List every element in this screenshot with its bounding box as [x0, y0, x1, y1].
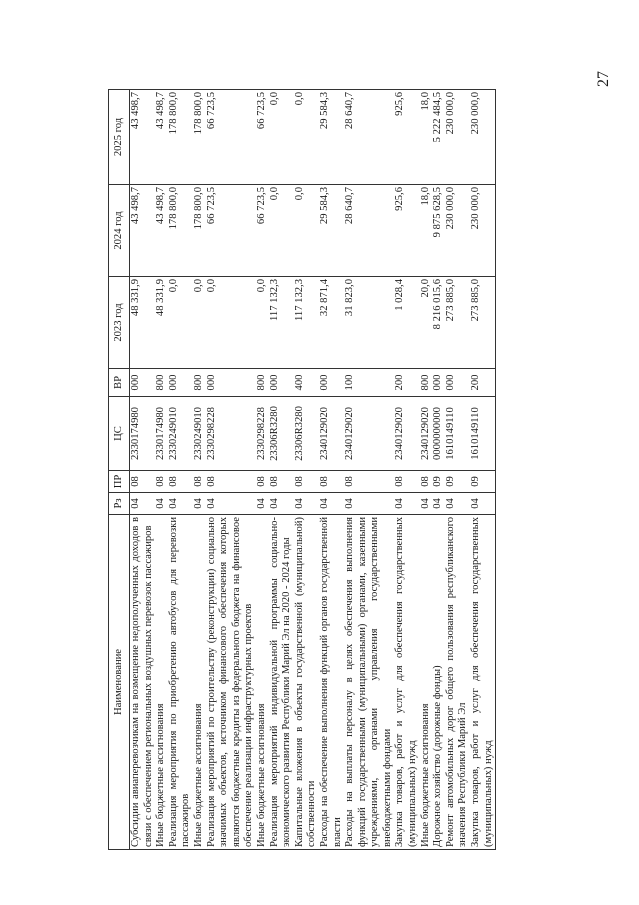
- table-row: [206, 90, 256, 850]
- cell-rz: 04: [319, 493, 344, 515]
- cell-pr: 08: [294, 471, 319, 493]
- cell-2023: 0,0: [193, 277, 206, 369]
- cell-rz: 04: [432, 493, 445, 515]
- table-row: [294, 90, 319, 850]
- table-body: [130, 90, 496, 850]
- cell-name: Дорожное хозяйство (дорожные фонды): [432, 515, 445, 850]
- table-row: [420, 90, 433, 850]
- cell-2025: 28 640,7: [344, 90, 394, 185]
- header-pr: ПР: [109, 471, 130, 493]
- cell-2025: 230 000,0: [470, 90, 496, 185]
- cell-name: Иные бюджетные ассигнования: [193, 515, 206, 850]
- cell-vr: 800: [420, 369, 433, 397]
- cell-2023: 48 331,9: [155, 277, 168, 369]
- table-row: [155, 90, 168, 850]
- cell-pr: 09: [445, 471, 470, 493]
- cell-pr: 08: [420, 471, 433, 493]
- cell-name: Закупка товаров, работ и услуг для обеспечения государственных (муниципальных) нужд: [394, 515, 419, 850]
- cell-2023: 20,0: [420, 277, 433, 369]
- header-vr: ВР: [109, 369, 130, 397]
- cell-2023: 0,0: [206, 277, 256, 369]
- cell-2024: 230 000,0: [470, 185, 496, 277]
- cell-2025: 66 723,5: [206, 90, 256, 185]
- cell-rz: 04: [269, 493, 294, 515]
- cell-vr: 000: [168, 369, 193, 397]
- cell-name: Иные бюджетные ассигнования: [256, 515, 269, 850]
- table-row: [193, 90, 206, 850]
- table-row: [168, 90, 193, 850]
- cell-cs: 2330298228: [256, 397, 269, 471]
- cell-rz: 04: [206, 493, 256, 515]
- table-row: [470, 90, 496, 850]
- cell-name: Иные бюджетные ассигнования: [155, 515, 168, 850]
- cell-pr: 08: [168, 471, 193, 493]
- cell-pr: 08: [193, 471, 206, 493]
- table-row: [394, 90, 419, 850]
- cell-2024: 230 000,0: [445, 185, 470, 277]
- header-2023: 2023 год: [109, 277, 130, 369]
- cell-2023: 31 823,0: [344, 277, 394, 369]
- cell-cs: 2340129020: [319, 397, 344, 471]
- cell-pr: 08: [130, 471, 156, 493]
- table-row: [445, 90, 470, 850]
- table-row: [269, 90, 294, 850]
- header-cs: ЦС: [109, 397, 130, 471]
- cell-2024: 178 800,0: [168, 185, 193, 277]
- cell-2023: 48 331,9: [130, 277, 156, 369]
- cell-2025: 0,0: [294, 90, 319, 185]
- cell-vr: 800: [155, 369, 168, 397]
- cell-name: Расходы на выплаты персоналу в целях обеспечения выполнения функций государственными (муниципальными) органами, казенными учреждениями, органами управления государственными внебюджетными фондами: [344, 515, 394, 850]
- cell-rz: 04: [294, 493, 319, 515]
- cell-vr: 400: [294, 369, 319, 397]
- cell-cs: 1610149110: [470, 397, 496, 471]
- cell-2024: 0,0: [269, 185, 294, 277]
- cell-2023: 0,0: [256, 277, 269, 369]
- table-row: [130, 90, 156, 850]
- cell-2025: 178 800,0: [168, 90, 193, 185]
- cell-name: Закупка товаров, работ и услуг для обеспечения государственных (муниципальных) нужд: [470, 515, 496, 850]
- cell-cs: 23306R3280: [269, 397, 294, 471]
- cell-rz: 04: [420, 493, 433, 515]
- cell-cs: 23306R3280: [294, 397, 319, 471]
- cell-name: Капитальные вложения в объекты государственной (муниципальной) собственности: [294, 515, 319, 850]
- cell-2024: 43 498,7: [155, 185, 168, 277]
- cell-pr: 08: [206, 471, 256, 493]
- cell-cs: 2330298228: [206, 397, 256, 471]
- cell-rz: 04: [394, 493, 419, 515]
- cell-pr: 08: [394, 471, 419, 493]
- cell-rz: 04: [193, 493, 206, 515]
- cell-name: Ремонт автомобильных дорог общего пользования республиканского значения Республики Марий Эл: [445, 515, 470, 850]
- cell-cs: 1610149110: [445, 397, 470, 471]
- cell-2023: 1 028,4: [394, 277, 419, 369]
- cell-2025: 5 222 484,5: [432, 90, 445, 185]
- cell-rz: 04: [344, 493, 394, 515]
- budget-table: [108, 89, 496, 850]
- cell-2025: 925,6: [394, 90, 419, 185]
- cell-rz: 04: [155, 493, 168, 515]
- cell-rz: 04: [470, 493, 496, 515]
- table-row: [319, 90, 344, 850]
- cell-vr: 000: [269, 369, 294, 397]
- cell-2024: 28 640,7: [344, 185, 394, 277]
- cell-cs: 2330174980: [155, 397, 168, 471]
- table-row: [256, 90, 269, 850]
- cell-2023: 0,0: [168, 277, 193, 369]
- cell-2024: 43 498,7: [130, 185, 156, 277]
- header-name: Наименование: [109, 515, 130, 850]
- cell-2023: 273 885,0: [470, 277, 496, 369]
- cell-vr: 000: [130, 369, 156, 397]
- page-number: 27: [595, 71, 612, 87]
- cell-vr: 800: [256, 369, 269, 397]
- cell-name: Субсидии авиаперевозчикам на возмещение недополученных доходов в связи с обеспечением региональных воздушных перевозок пассажиров: [130, 515, 156, 850]
- header-rz: Рз: [109, 493, 130, 515]
- cell-pr: 08: [155, 471, 168, 493]
- cell-2023: 117 132,3: [269, 277, 294, 369]
- cell-pr: 08: [269, 471, 294, 493]
- cell-vr: 000: [445, 369, 470, 397]
- header-2024: 2024 год: [109, 185, 130, 277]
- cell-2025: 43 498,7: [130, 90, 156, 185]
- cell-vr: 200: [470, 369, 496, 397]
- cell-2025: 43 498,7: [155, 90, 168, 185]
- table-row: [432, 90, 445, 850]
- cell-vr: 200: [394, 369, 419, 397]
- cell-2024: 66 723,5: [206, 185, 256, 277]
- cell-vr: 000: [432, 369, 445, 397]
- cell-rz: 04: [130, 493, 156, 515]
- cell-cs: 2340129020: [420, 397, 433, 471]
- cell-2023: 273 885,0: [445, 277, 470, 369]
- cell-rz: 04: [168, 493, 193, 515]
- cell-cs: 2330174980: [130, 397, 156, 471]
- cell-rz: 04: [445, 493, 470, 515]
- cell-pr: 09: [470, 471, 496, 493]
- cell-cs: 2330249010: [168, 397, 193, 471]
- table-header: [109, 90, 130, 850]
- cell-2024: 66 723,5: [256, 185, 269, 277]
- cell-name: Реализация мероприятий индивидуальной программы социально-экономического развития Республики Марий Эл на 2020 - 2024 годы: [269, 515, 294, 850]
- cell-2023: 8 216 015,6: [432, 277, 445, 369]
- cell-pr: 09: [432, 471, 445, 493]
- cell-name: Расходы на обеспечение выполнения функций органов государственной власти: [319, 515, 344, 850]
- cell-2025: 0,0: [269, 90, 294, 185]
- cell-2025: 18,0: [420, 90, 433, 185]
- cell-2024: 29 584,3: [319, 185, 344, 277]
- cell-2024: 925,6: [394, 185, 419, 277]
- cell-vr: 000: [206, 369, 256, 397]
- cell-name: Реализация мероприятий по строительству (реконструкции) социально значимых объектов, источником финансового обеспечения которых являются бюджетные кредиты из федерального бюджета на финансовое обеспечение реализации инфраструктурных проектов: [206, 515, 256, 850]
- cell-2024: 0,0: [294, 185, 319, 277]
- cell-2025: 29 584,3: [319, 90, 344, 185]
- cell-vr: 800: [193, 369, 206, 397]
- cell-cs: 2340129020: [394, 397, 419, 471]
- cell-2024: 178 800,0: [193, 185, 206, 277]
- cell-name: Реализация мероприятия по приобретению автобусов для перевозки пассажиров: [168, 515, 193, 850]
- rotated-table-wrapper: [108, 90, 528, 850]
- cell-2025: 230 000,0: [445, 90, 470, 185]
- cell-vr: 100: [344, 369, 394, 397]
- cell-cs: 2330249010: [193, 397, 206, 471]
- cell-vr: 000: [319, 369, 344, 397]
- cell-2024: 18,0: [420, 185, 433, 277]
- cell-pr: 08: [319, 471, 344, 493]
- cell-cs: 2340129020: [344, 397, 394, 471]
- header-2025: 2025 год: [109, 90, 130, 185]
- cell-2024: 9 875 628,5: [432, 185, 445, 277]
- cell-2023: 117 132,3: [294, 277, 319, 369]
- cell-2023: 32 871,4: [319, 277, 344, 369]
- table-row: [344, 90, 394, 850]
- cell-pr: 08: [256, 471, 269, 493]
- cell-name: Иные бюджетные ассигнования: [420, 515, 433, 850]
- cell-cs: 0000000000: [432, 397, 445, 471]
- cell-pr: 08: [344, 471, 394, 493]
- cell-2025: 178 800,0: [193, 90, 206, 185]
- cell-2025: 66 723,5: [256, 90, 269, 185]
- cell-rz: 04: [256, 493, 269, 515]
